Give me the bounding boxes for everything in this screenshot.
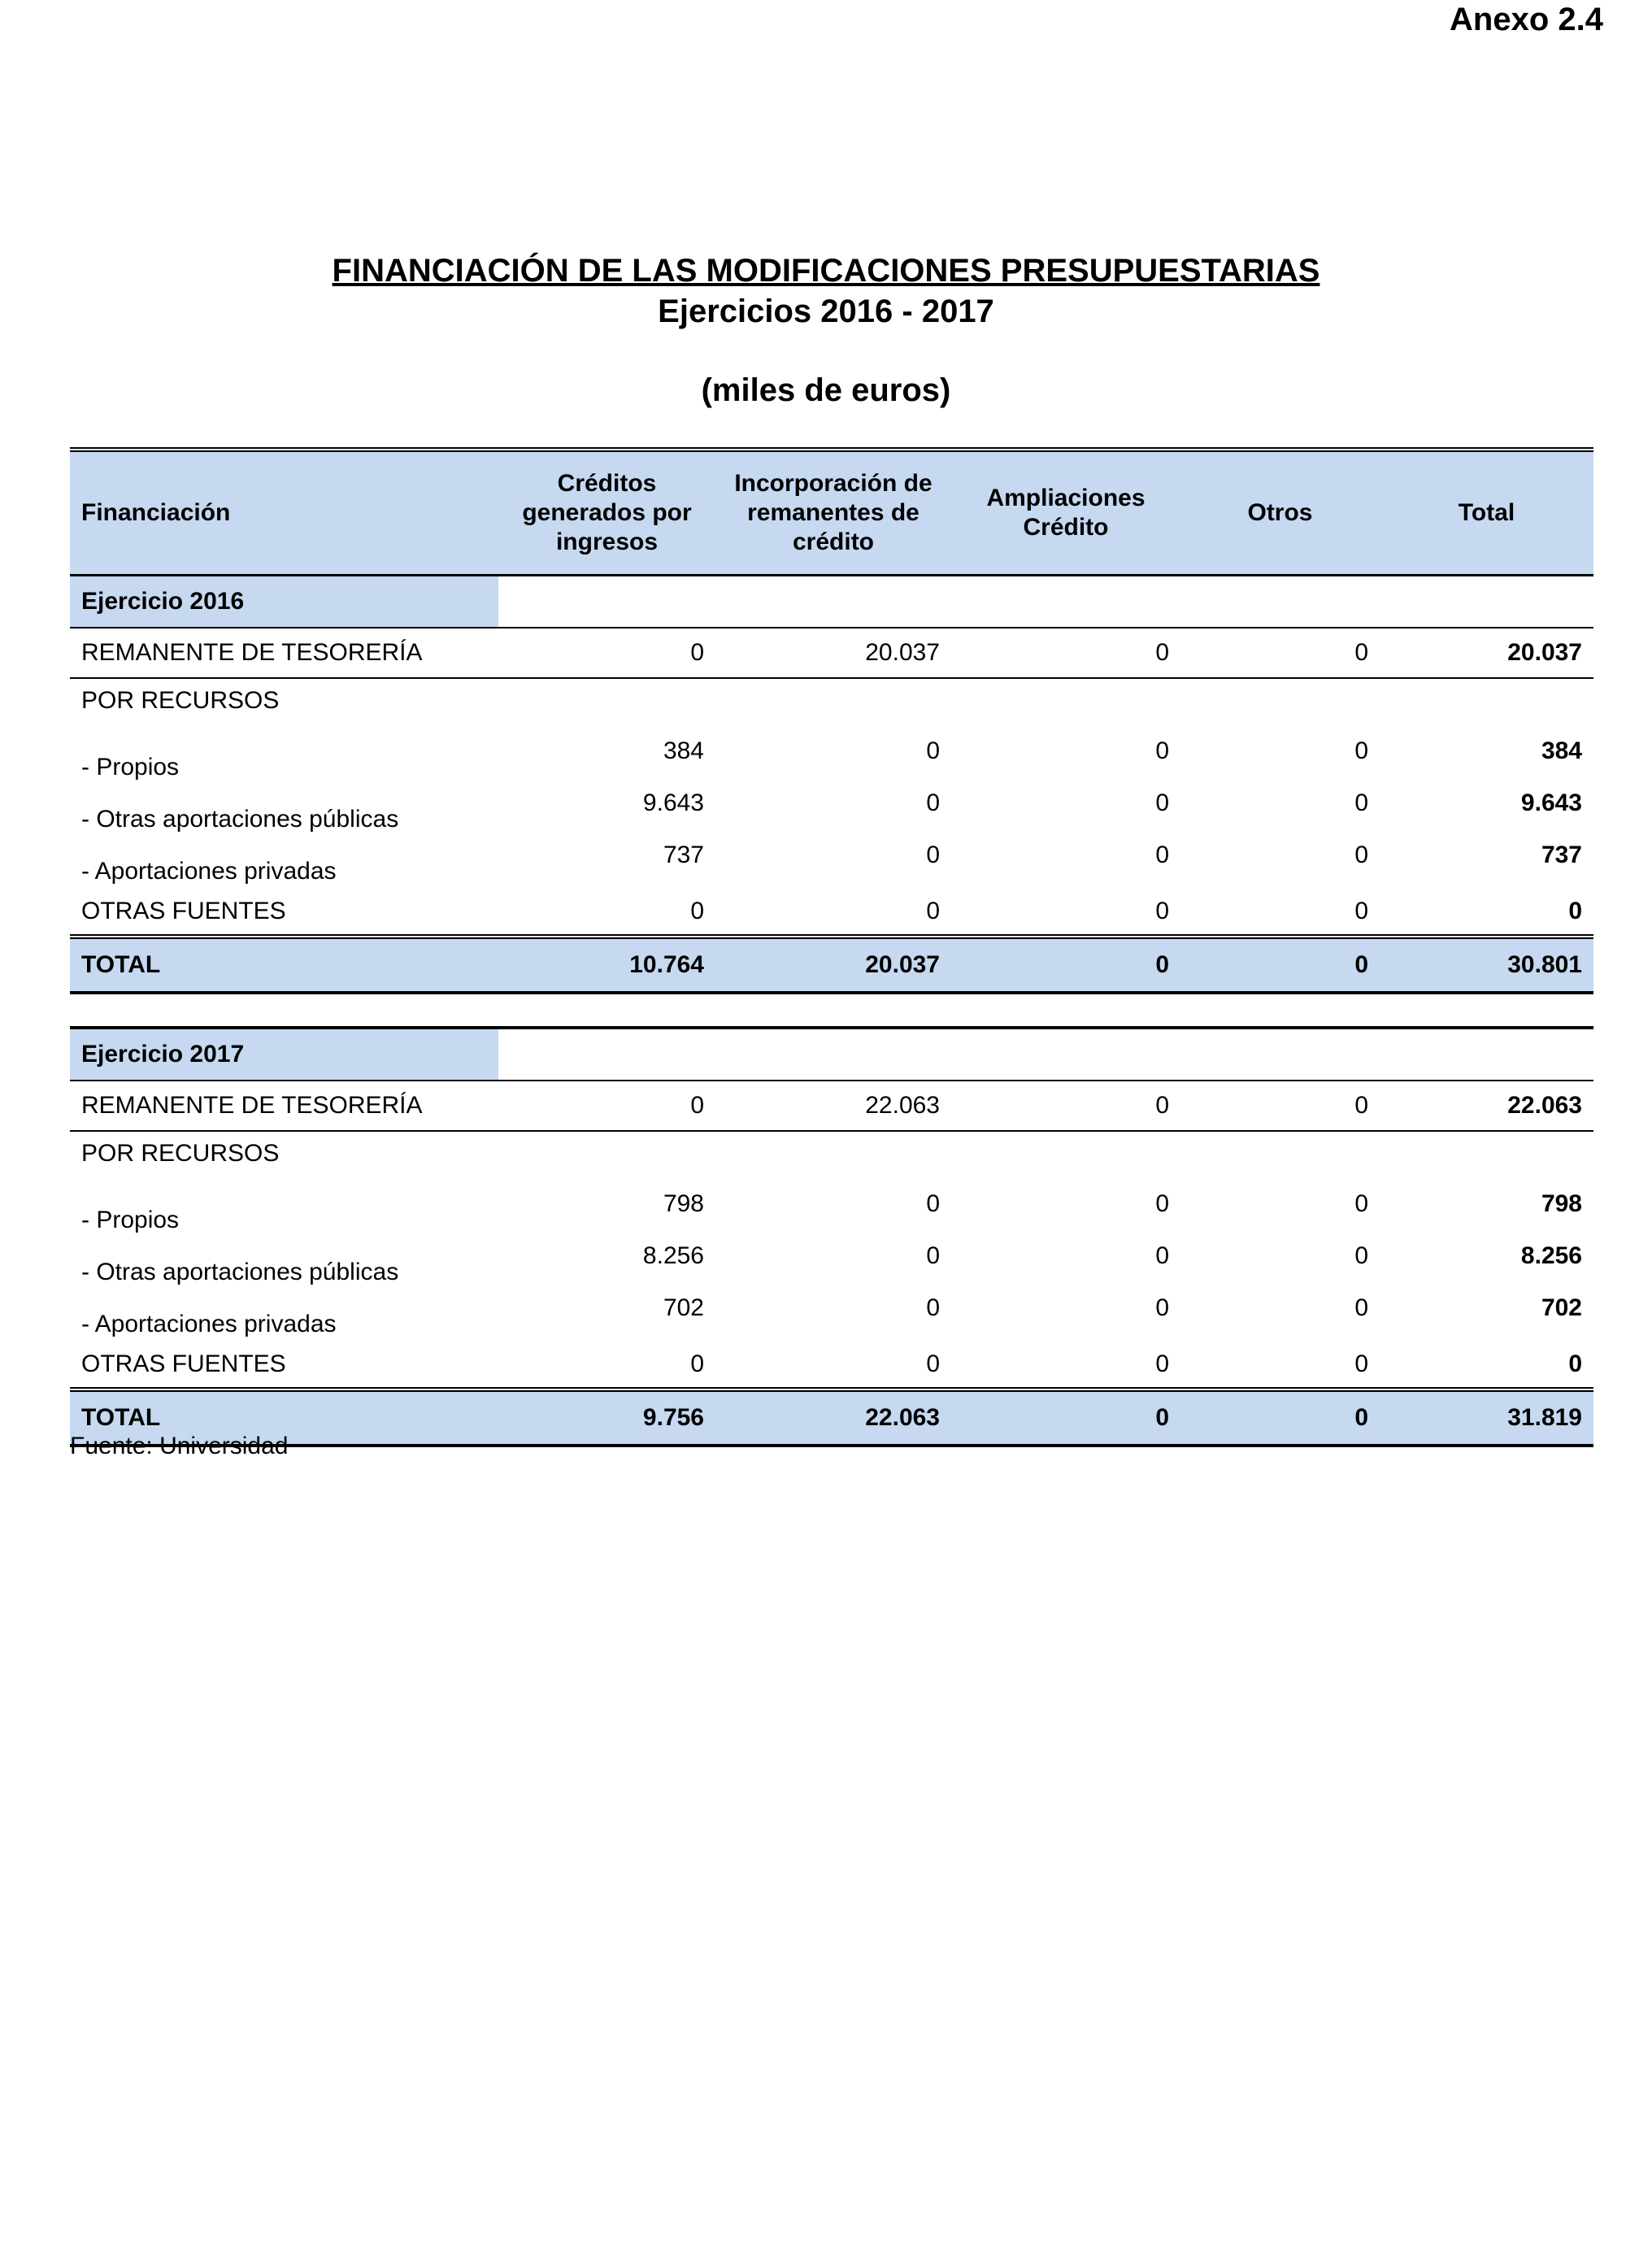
- row-label: OTRAS FUENTES: [70, 889, 498, 937]
- cell-value: 0: [926, 1242, 940, 1269]
- col-header-incorporacion: Incorporación de remanentes de crédito: [715, 450, 951, 576]
- cell-value: 0: [951, 628, 1180, 678]
- cell-value: 22.063: [715, 1081, 951, 1131]
- cell-value: 0: [498, 1342, 715, 1389]
- cell-value: 0: [498, 1081, 715, 1131]
- cell-total: 9.643: [1520, 789, 1582, 816]
- cell-total: 31.819: [1380, 1389, 1593, 1446]
- cell-total: 702: [1541, 1294, 1582, 1321]
- cell-value: 0: [1354, 1294, 1368, 1321]
- table-row: [70, 1185, 1593, 1237]
- row-label: - Propios: [81, 1207, 180, 1233]
- cell-total: 22.063: [1380, 1081, 1593, 1131]
- annex-label: Anexo 2.4: [1450, 2, 1603, 37]
- cell-value: 702: [663, 1294, 704, 1321]
- cell-value: 0: [1155, 1294, 1169, 1321]
- cell-value: 0: [1180, 1081, 1380, 1131]
- table-header-row: [70, 450, 1593, 576]
- table-row: [70, 1081, 1593, 1131]
- cell-value: 0: [951, 1342, 1180, 1389]
- cell-value: 737: [663, 841, 704, 868]
- total-row: [70, 937, 1593, 993]
- row-label: REMANENTE DE TESORERÍA: [70, 1081, 498, 1131]
- row-label: - Otras aportaciones públicas: [81, 806, 399, 833]
- cell-value: 9.756: [498, 1389, 715, 1446]
- cell-total: 30.801: [1380, 937, 1593, 993]
- cell-total: 737: [1541, 841, 1582, 868]
- cell-value: 0: [1354, 1190, 1368, 1217]
- col-header-total: Total: [1380, 450, 1593, 576]
- table-row: [70, 733, 1593, 785]
- year-row: [70, 576, 1593, 628]
- cell-value: 798: [663, 1190, 704, 1217]
- source-note: Fuente: Universidad: [70, 1433, 289, 1459]
- cell-value: 0: [1354, 1242, 1368, 1269]
- table-row: [70, 1289, 1593, 1342]
- cell-total: 0: [1380, 1342, 1593, 1389]
- cell-total: 0: [1380, 889, 1593, 937]
- table-row: [70, 837, 1593, 889]
- year-label: Ejercicio 2017: [70, 1028, 498, 1081]
- col-header-creditos: Créditos generados por ingresos: [498, 450, 715, 576]
- cell-total: 20.037: [1380, 628, 1593, 678]
- cell-value: 0: [1180, 1389, 1380, 1446]
- table-2016: [70, 447, 1593, 994]
- table-row: [70, 785, 1593, 837]
- cell-value: 0: [1180, 889, 1380, 937]
- cell-total: 798: [1541, 1190, 1582, 1217]
- row-label: OTRAS FUENTES: [70, 1342, 498, 1389]
- table-row: [70, 678, 1593, 733]
- cell-value: 0: [951, 1389, 1180, 1446]
- total-row: [70, 1389, 1593, 1446]
- table-row: [70, 1237, 1593, 1289]
- cell-value: 8.256: [642, 1242, 704, 1269]
- cell-value: 0: [926, 841, 940, 868]
- page-title: FINANCIACIÓN DE LAS MODIFICACIONES PRESUPUESTARIAS: [332, 253, 1320, 289]
- col-header-otros: Otros: [1180, 450, 1380, 576]
- cell-value: 0: [498, 628, 715, 678]
- cell-value: 0: [951, 1081, 1180, 1131]
- cell-value: 9.643: [642, 789, 704, 816]
- row-label: - Otras aportaciones públicas: [81, 1259, 399, 1285]
- cell-value: 0: [926, 1294, 940, 1321]
- total-label: TOTAL: [70, 937, 498, 993]
- year-label: Ejercicio 2016: [70, 576, 498, 628]
- cell-value: 0: [926, 789, 940, 816]
- cell-value: 0: [1180, 937, 1380, 993]
- cell-value: 0: [951, 937, 1180, 993]
- row-label: POR RECURSOS: [81, 687, 280, 714]
- cell-value: 0: [1155, 1190, 1169, 1217]
- table-row: [70, 628, 1593, 678]
- row-label: - Aportaciones privadas: [81, 1311, 337, 1337]
- cell-value: 384: [663, 737, 704, 764]
- cell-value: 0: [951, 889, 1180, 937]
- cell-value: 0: [1180, 628, 1380, 678]
- cell-value: 0: [1155, 737, 1169, 764]
- table-row: [70, 1342, 1593, 1389]
- year-row: [70, 1028, 1593, 1081]
- cell-value: 0: [715, 1342, 951, 1389]
- table-row: [70, 1131, 1593, 1185]
- table-row: [70, 889, 1593, 937]
- units-label: (miles de euros): [701, 372, 951, 408]
- row-label: - Propios: [81, 754, 180, 781]
- row-label: POR RECURSOS: [81, 1140, 280, 1167]
- cell-value: 0: [1180, 1342, 1380, 1389]
- col-header-financiacion: Financiación: [70, 450, 498, 576]
- title-block: [0, 250, 1652, 411]
- cell-value: 0: [926, 737, 940, 764]
- total-label: TOTAL: [70, 1389, 498, 1446]
- cell-value: 0: [498, 889, 715, 937]
- cell-value: 22.063: [715, 1389, 951, 1446]
- cell-total: 8.256: [1520, 1242, 1582, 1269]
- cell-value: 0: [1155, 789, 1169, 816]
- page-subtitle: Ejercicios 2016 - 2017: [658, 294, 994, 329]
- row-label: - Aportaciones privadas: [81, 858, 337, 885]
- cell-value: 10.764: [498, 937, 715, 993]
- cell-value: 0: [1354, 789, 1368, 816]
- cell-value: 0: [1155, 841, 1169, 868]
- row-label: REMANENTE DE TESORERÍA: [70, 628, 498, 678]
- cell-value: 0: [926, 1190, 940, 1217]
- cell-value: 20.037: [715, 628, 951, 678]
- cell-total: 384: [1541, 737, 1582, 764]
- cell-value: 20.037: [715, 937, 951, 993]
- cell-value: 0: [1155, 1242, 1169, 1269]
- cell-value: 0: [715, 889, 951, 937]
- col-header-ampliaciones: Ampliaciones Crédito: [951, 450, 1180, 576]
- cell-value: 0: [1354, 841, 1368, 868]
- cell-value: 0: [1354, 737, 1368, 764]
- table-2017: [70, 1026, 1593, 1447]
